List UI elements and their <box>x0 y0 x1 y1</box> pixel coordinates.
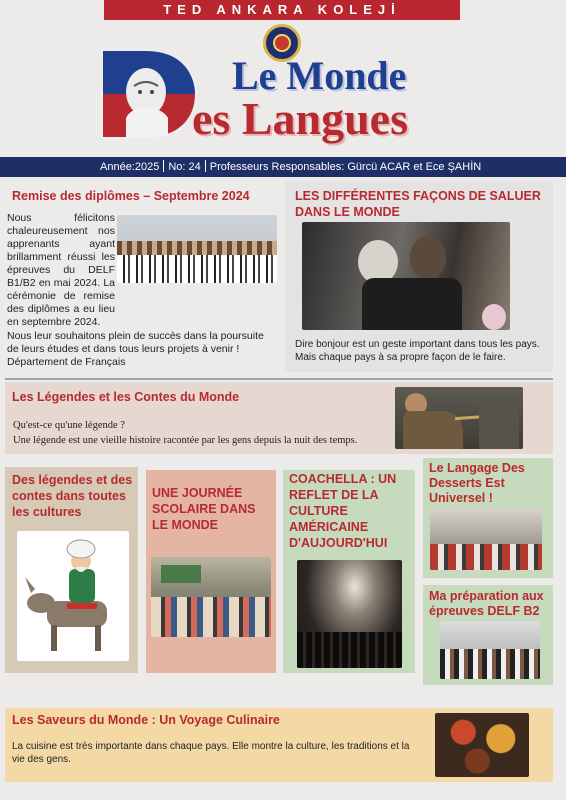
issue-professors: Professeurs Responsables: Gürcü ACAR et Ece ŞAHİN <box>209 161 482 173</box>
desserts-card[interactable] <box>423 458 553 578</box>
diplomes-signature: Département de Français <box>7 356 126 368</box>
issue-info-bar <box>0 157 566 177</box>
diplomes-text-2: Nous leur souhaitons plein de succès dans la poursuite de leurs études et dans tous leurs projets à venir ! <box>7 330 264 355</box>
saveurs-text: La cuisine est très importante dans chaque pays. Elle montre la culture, les traditions et la vie des gens. <box>12 741 410 765</box>
newsletter-title-line2: es Langues <box>192 93 408 144</box>
diplomes-title: Remise des diplômes – Septembre 2024 <box>12 189 250 203</box>
issue-number: No: 24 <box>168 161 201 173</box>
newsletter-title-line1: Le Monde <box>232 53 407 98</box>
saveurs-food-photo <box>435 713 529 777</box>
desserts-kitchen-photo <box>430 508 542 570</box>
diplomes-group-photo <box>117 215 277 283</box>
legendes-question: Qu'est-ce qu'une légende ? <box>13 420 125 431</box>
journee-title: UNE JOURNÉE SCOLAIRE DANS LE MONDE <box>152 486 256 532</box>
contes-title: Des légendes et des contes dans toutes les cultures <box>12 473 133 519</box>
legendes-title: Les Légendes et les Contes du Monde <box>12 390 240 404</box>
legendes-archer-photo <box>395 387 523 449</box>
delf-students-photo <box>440 621 540 679</box>
saluer-article[interactable] <box>285 182 553 372</box>
diplomes-text-1: Nous félicitons chaleureusement nos apprenants ayant brillamment réussi les épreuves du DELF B1/B2 en mai 2024. La cérémonie de remise des diplômes a eu lieu en septembre 2024. <box>7 212 115 328</box>
saluer-text: Dire bonjour est un geste important dans tous les pays. Mais chaque pays à sa propre façon de le faire. <box>295 339 540 363</box>
coachella-title: COACHELLA : UN REFLET DE LA CULTURE AMÉRICAINE D'AUJOURD'HUI <box>289 472 397 550</box>
school-name-banner: TED ANKARA KOLEJİ <box>104 0 460 20</box>
issue-year: Année:2025 <box>100 161 160 173</box>
logo-d-portrait-icon <box>98 48 198 140</box>
contes-card[interactable] <box>5 467 138 673</box>
saluer-title: LES DIFFÉRENTES FAÇONS DE SALUER DANS LE MONDE <box>295 189 541 219</box>
journee-card[interactable] <box>146 470 276 673</box>
section-divider <box>5 378 553 380</box>
coachella-concert-photo <box>297 560 402 668</box>
saveurs-title: Les Saveurs du Monde : Un Voyage Culinaire <box>12 713 280 727</box>
coachella-card[interactable] <box>283 470 415 673</box>
contes-nasreddin-illustration <box>17 531 129 661</box>
saluer-greeting-photo <box>302 222 510 330</box>
legendes-answer: Une légende est une vieille histoire racontée par les gens depuis la nuit des temps. <box>13 435 358 446</box>
legendes-article[interactable] <box>5 382 553 454</box>
delf-title: Ma préparation aux épreuves DELF B2 <box>429 589 544 618</box>
delf-card[interactable] <box>423 585 553 685</box>
diplomes-article[interactable] <box>5 182 280 372</box>
saveurs-article[interactable] <box>5 708 553 782</box>
desserts-title: Le Langage Des Desserts Est Universel ! <box>429 461 525 505</box>
journee-classroom-photo <box>151 557 271 637</box>
